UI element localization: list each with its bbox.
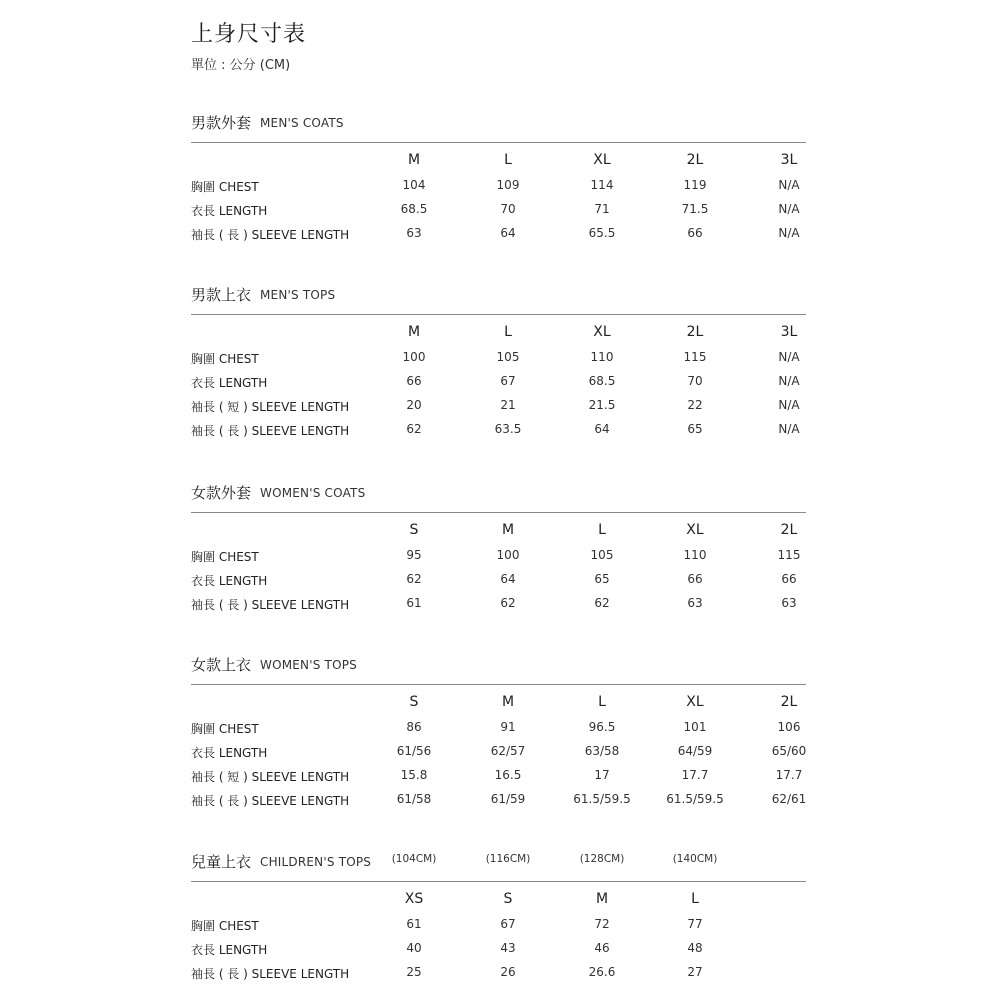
table-cell: 71	[594, 202, 610, 216]
section-title-zh: 男款上衣	[191, 286, 252, 304]
table-cell: 119	[683, 178, 707, 192]
row-label: 胸圍 CHEST	[191, 180, 259, 194]
table-row	[191, 720, 806, 744]
table-row	[191, 744, 806, 768]
table-cell: 61.5/59.5	[573, 792, 631, 806]
table-cell: 63	[406, 226, 422, 240]
section-title-zh: 兒童上衣	[191, 853, 252, 871]
table-row	[191, 792, 806, 816]
row-label: 袖長 ( 長 ) SLEEVE LENGTH	[191, 794, 350, 808]
table-cell: N/A	[778, 398, 800, 412]
height-cm-label: (116CM)	[485, 853, 531, 865]
table-cell: 77	[687, 917, 703, 931]
table-row	[191, 202, 806, 226]
table-cell: 62	[406, 422, 422, 436]
table-cell: 70	[500, 202, 516, 216]
table-row	[191, 226, 806, 250]
size-label: S	[409, 694, 419, 710]
table-cell: 26	[500, 965, 516, 979]
table-cell: 91	[500, 720, 516, 734]
table-cell: 17.7	[775, 768, 803, 782]
table-cell: 43	[500, 941, 516, 955]
section-title-en: WOMEN'S TOPS	[260, 658, 357, 672]
size-header-row	[191, 522, 806, 548]
size-header-row	[191, 324, 806, 350]
row-label: 胸圍 CHEST	[191, 352, 259, 366]
table-cell: 114	[590, 178, 614, 192]
table-cell: 65/60	[771, 744, 807, 758]
table-cell: N/A	[778, 374, 800, 388]
table-cell: 68.5	[400, 202, 428, 216]
table-cell: 65	[594, 572, 610, 586]
table-cell: 62	[594, 596, 610, 610]
size-label: 3L	[780, 152, 798, 168]
section-divider	[191, 881, 806, 882]
row-label: 胸圍 CHEST	[191, 722, 259, 736]
table-row	[191, 917, 806, 941]
table-cell: 62	[500, 596, 516, 610]
table-cell: 66	[406, 374, 422, 388]
table-cell: 106	[777, 720, 801, 734]
table-row	[191, 965, 806, 989]
table-cell: 66	[687, 226, 703, 240]
table-row	[191, 768, 806, 792]
table-cell: 61	[406, 596, 422, 610]
table-cell: 26.6	[588, 965, 616, 979]
size-label: S	[409, 522, 419, 538]
table-cell: N/A	[778, 178, 800, 192]
table-cell: 15.8	[400, 768, 428, 782]
row-label: 袖長 ( 長 ) SLEEVE LENGTH	[191, 967, 350, 981]
table-cell: 64	[594, 422, 610, 436]
size-label: XS	[404, 891, 424, 907]
row-label: 衣長 LENGTH	[191, 943, 268, 957]
table-cell: 46	[594, 941, 610, 955]
row-label: 衣長 LENGTH	[191, 204, 268, 218]
table-cell: N/A	[778, 350, 800, 364]
section-header	[191, 851, 806, 881]
table-cell: 17.7	[681, 768, 709, 782]
table-cell: 67	[500, 917, 516, 931]
table-cell: N/A	[778, 422, 800, 436]
table-cell: 71.5	[681, 202, 709, 216]
table-cell: 68.5	[588, 374, 616, 388]
section-divider	[191, 314, 806, 315]
table-cell: 62	[406, 572, 422, 586]
size-header-row	[191, 891, 806, 917]
section-title-zh: 女款上衣	[191, 656, 252, 674]
table-cell: 61	[406, 917, 422, 931]
size-label: L	[598, 694, 606, 710]
table-cell: 110	[590, 350, 614, 364]
row-label: 衣長 LENGTH	[191, 746, 268, 760]
size-header-row	[191, 152, 806, 178]
table-cell: 27	[687, 965, 703, 979]
size-label: 2L	[686, 324, 704, 340]
table-cell: 62/61	[771, 792, 807, 806]
table-cell: 48	[687, 941, 703, 955]
table-cell: 22	[687, 398, 703, 412]
table-row	[191, 374, 806, 398]
section-mens-coats	[191, 112, 806, 250]
table-cell: 21.5	[588, 398, 616, 412]
table-row	[191, 398, 806, 422]
table-cell: 65	[687, 422, 703, 436]
table-cell: 110	[683, 548, 707, 562]
row-label: 袖長 ( 短 ) SLEEVE LENGTH	[191, 770, 350, 784]
table-cell: 63	[781, 596, 797, 610]
section-womens-tops	[191, 654, 806, 816]
row-label: 衣長 LENGTH	[191, 574, 268, 588]
section-title-en: MEN'S COATS	[260, 116, 344, 130]
table-cell: 115	[683, 350, 707, 364]
row-label: 衣長 LENGTH	[191, 376, 268, 390]
row-label: 胸圍 CHEST	[191, 919, 259, 933]
height-cm-label: (128CM)	[579, 853, 625, 865]
row-label: 袖長 ( 長 ) SLEEVE LENGTH	[191, 228, 350, 242]
table-cell: 96.5	[588, 720, 616, 734]
section-womens-coats	[191, 482, 806, 620]
row-label: 袖長 ( 短 ) SLEEVE LENGTH	[191, 400, 350, 414]
size-label: M	[501, 694, 515, 710]
table-cell: 104	[402, 178, 426, 192]
table-cell: 61/59	[490, 792, 526, 806]
table-cell: 17	[594, 768, 610, 782]
size-label: M	[407, 324, 421, 340]
table-cell: 21	[500, 398, 516, 412]
size-label: S	[503, 891, 513, 907]
table-cell: 65.5	[588, 226, 616, 240]
table-cell: 64	[500, 226, 516, 240]
unit-label: 單位 : 公分 (CM)	[191, 58, 291, 73]
section-divider	[191, 142, 806, 143]
table-cell: 61/58	[396, 792, 432, 806]
size-label: M	[501, 522, 515, 538]
section-title-zh: 女款外套	[191, 484, 252, 502]
size-header-row	[191, 694, 806, 720]
size-label: L	[504, 324, 512, 340]
table-cell: 63	[687, 596, 703, 610]
section-childrens-tops	[191, 851, 806, 989]
table-cell: 105	[590, 548, 614, 562]
size-label: 2L	[780, 522, 798, 538]
table-cell: 61/56	[396, 744, 432, 758]
table-cell: 109	[496, 178, 520, 192]
table-cell: 67	[500, 374, 516, 388]
size-label: L	[504, 152, 512, 168]
table-cell: 64/59	[677, 744, 713, 758]
section-divider	[191, 512, 806, 513]
table-cell: 101	[683, 720, 707, 734]
row-label: 袖長 ( 長 ) SLEEVE LENGTH	[191, 598, 350, 612]
table-row	[191, 941, 806, 965]
table-cell: 95	[406, 548, 422, 562]
size-label: L	[598, 522, 606, 538]
table-cell: 100	[496, 548, 520, 562]
table-cell: 61.5/59.5	[666, 792, 724, 806]
table-cell: 63/58	[584, 744, 620, 758]
size-label: M	[407, 152, 421, 168]
row-label: 袖長 ( 長 ) SLEEVE LENGTH	[191, 424, 350, 438]
table-cell: 40	[406, 941, 422, 955]
table-cell: 105	[496, 350, 520, 364]
table-row	[191, 422, 806, 446]
size-label: XL	[686, 522, 704, 538]
section-mens-tops	[191, 284, 806, 446]
section-title-en: MEN'S TOPS	[260, 288, 336, 302]
size-label: XL	[593, 324, 611, 340]
size-label: M	[595, 891, 609, 907]
section-header	[191, 284, 806, 314]
table-cell: 62/57	[490, 744, 526, 758]
section-header	[191, 654, 806, 684]
table-row	[191, 178, 806, 202]
height-cm-label: (104CM)	[391, 853, 437, 865]
table-cell: 66	[781, 572, 797, 586]
size-label: XL	[686, 694, 704, 710]
section-title-en: WOMEN'S COATS	[260, 486, 366, 500]
table-row	[191, 548, 806, 572]
table-cell: 86	[406, 720, 422, 734]
size-label: XL	[593, 152, 611, 168]
section-title-zh: 男款外套	[191, 114, 252, 132]
table-row	[191, 572, 806, 596]
table-cell: 66	[687, 572, 703, 586]
table-row	[191, 596, 806, 620]
section-header	[191, 482, 806, 512]
table-cell: 72	[594, 917, 610, 931]
row-label: 胸圍 CHEST	[191, 550, 259, 564]
table-cell: 63.5	[494, 422, 522, 436]
table-cell: 64	[500, 572, 516, 586]
table-cell: 70	[687, 374, 703, 388]
table-cell: 100	[402, 350, 426, 364]
size-label: 2L	[686, 152, 704, 168]
table-cell: N/A	[778, 226, 800, 240]
table-cell: 115	[777, 548, 801, 562]
section-header	[191, 112, 806, 142]
size-label: L	[691, 891, 699, 907]
size-label: 2L	[780, 694, 798, 710]
page-title: 上身尺寸表	[191, 22, 307, 47]
height-cm-label: (140CM)	[672, 853, 718, 865]
table-cell: 25	[406, 965, 422, 979]
table-cell: 16.5	[494, 768, 522, 782]
table-row	[191, 350, 806, 374]
table-cell: 20	[406, 398, 422, 412]
section-divider	[191, 684, 806, 685]
section-title-en: CHILDREN'S TOPS	[260, 855, 372, 869]
table-cell: N/A	[778, 202, 800, 216]
size-label: 3L	[780, 324, 798, 340]
